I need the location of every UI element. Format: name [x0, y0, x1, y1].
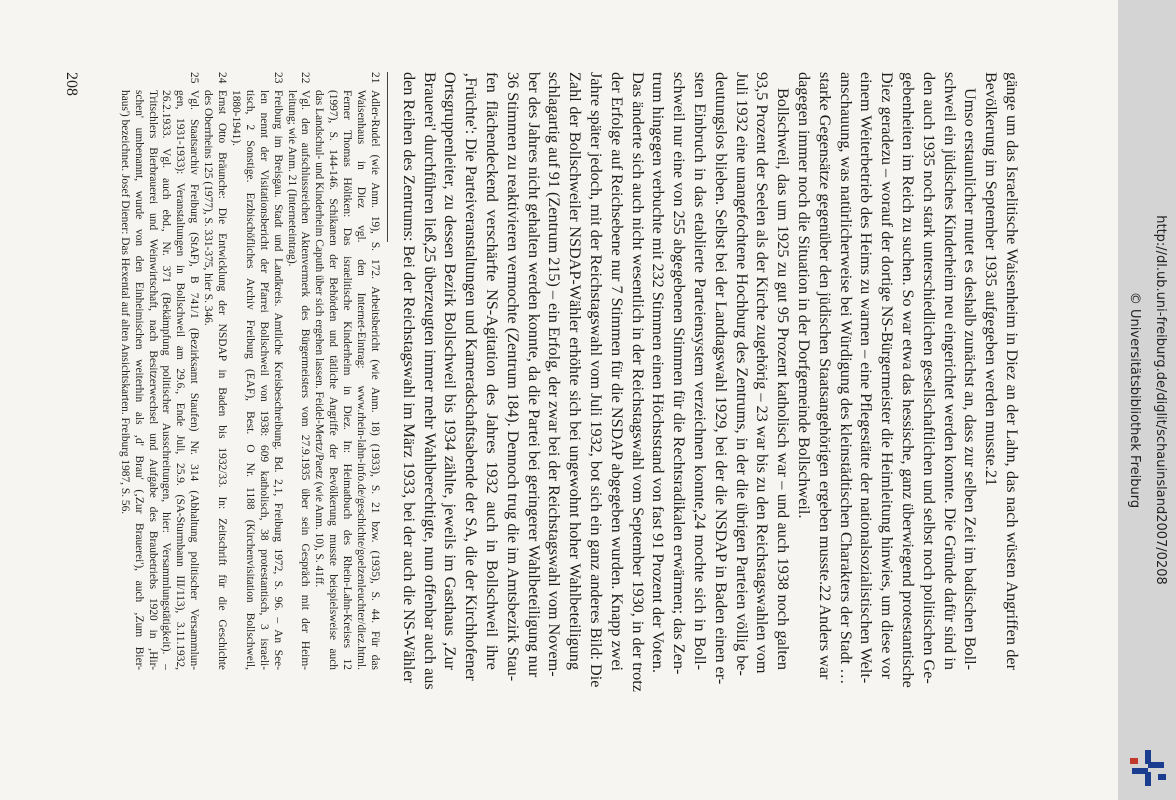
footnote-line: das Landschul- und Kinderheim Caputh über sich ergehen lassen. Feidel-Mertz/Paetz (wie Anm. 10), S. 41ff. — [313, 90, 326, 588]
body-text-line: ‚Früchte': Die Parteiveranstaltungen und Kameradschaftsabende der SA, die der Kirchhofener — [462, 72, 481, 681]
footnote-line: 1880-1941). — [230, 90, 242, 146]
footnote-number: 23 — [271, 72, 284, 84]
footnote-line: schen' umbenannt, wurde von den Einheimischen weiterhin als ‚d' Brau' (‚Zur Brauerei'), auch ‚Zum Bier- — [132, 90, 145, 670]
body-text-line: Ortsgruppenleiter, zu dessen Bezirk Bollschweil bis 1934 zählte, jeweils im Gasthaus ‚Zur — [441, 72, 460, 670]
body-text-line: Zahl der Bollschweiler NSDAP-Wähler erhöhte sich bei ungewohnt hoher Wahlbeteiligung — [566, 72, 585, 670]
footnote-line: len nennt der Visitationsbericht der Pfarrei Bollschweil von 1938: 609 katholisch, 38 protestantisch, 3 israeli- — [257, 90, 270, 670]
body-text-line: gänge um das Israelitische Waisenheim in Diez an der Lahn, das nach wüsten Angriffen der — [1003, 72, 1021, 670]
body-text-line: Juli 1932 eine unangefochtene Hochburg des Zentrums, in der die übrigen Parteien völlig be- — [732, 72, 751, 676]
body-text-line: einem Weiterbetrieb des Heims zu warnen – eine Pflegestätte der nationalsozialistischen Welt- — [857, 72, 876, 684]
footnote-line: tisch, 2 Sonstige. Erzbischöfliches Archiv Freiburg (EAF), Best. O Nr. 1188 (Kirchenvisitation Bollschweil, — [243, 90, 256, 670]
body-text-line: sten Einbruch in das etablierte Parteiensystem verzeichnen konnte,24 mochte sich in Boll- — [691, 72, 709, 670]
footnote-line: Tritschlers Bierbrauerei und Weinwirtschaft, nach Besitzerwechsel und Aufgabe des Braubetriebs 1920 in ‚Hir- — [146, 90, 159, 670]
footnote-line: 22 Vgl. den aufschlussreichen Aktenvermerk des Bürgermeisters vom 27.9.1935 über sein Gespräch mit der Heim- — [299, 72, 312, 670]
body-text-line: Brauerei' durchführen ließ,25 überzeugten immer mehr Wahlberechtigte, nun offenbar auch aus — [420, 72, 439, 690]
body-text-line: Bollschweil, das um 1925 zu gut 95 Prozent katholisch war – und auch 1938 noch galten — [774, 88, 793, 670]
body-text-line: 93,5 Prozent der Seelen als der Kirche zugehörig – 23 war bis zu den Reichstagswahlen vom — [753, 72, 772, 674]
footnote-line: Ferner Thomas Höltken: Das israelitische Kinderheim in Diez. In: Heimatbuch des Rhein-Lahn-Kreises 12 — [341, 90, 354, 670]
footnote-line: 23 Freiburg im Breisgau. Stadt und Landkreis. Amtliche Kreisbeschreibung. Bd. 2,1, Freiburg 1972, S. 96. – An See- — [271, 72, 284, 670]
body-text-line: schweil nur eine von 255 abgegebenen Stimmen für die Rechtsradikalen erwärmen; das Zen- — [670, 72, 689, 675]
footnote-line: 26.2.1933. Vgl. auch ebd., Nr. 371 (Bekämpfung politischer Ausschreitungen, hier: Versammlungstätigkeit). – — [160, 90, 173, 670]
body-text-line: Bevölkerung im September 1935 aufgegeben werden musste.21 — [982, 72, 1001, 487]
footnote-number: 24 — [216, 72, 229, 84]
footnote-line: 24 Ernst Otto Bräunche: Die Entwicklung der NSDAP in Baden bis 1932/33. In: Zeitschrift für die Geschichte — [216, 72, 229, 670]
body-text-line: fen flächendeckend verschärfte NS-Agitation des Jahres 1932 auch in Bollschweil ihre — [483, 72, 501, 670]
footnote-line: des Oberrheins 125 (1977), S. 331-375, hier S. 346. — [202, 90, 215, 326]
body-text-line: den Reihen des Zentrums: Bei der Reichstagswahl im März 1933, bei der auch die NS-Wähler — [399, 72, 418, 683]
body-text-line: 36 Stimmen zu reaktivieren vermochte (Zentrum 184). Dennoch trug die im Amtsbezirk Stau- — [503, 72, 522, 682]
page-number: 208 — [63, 72, 80, 96]
body-text-line: den auch 1935 noch stark unterschiedlichen gesellschaftlichen und selbst noch politischen Ge- — [919, 72, 938, 684]
body-text-line: dagegen immer noch die Situation in der Dorfgemeinde Bollschweil. — [795, 72, 813, 519]
body-text-line: Jahre später jedoch, mit der Reichstagswahl vom Juli 1932, bot sich ein ganz anderes Bild: Die — [587, 72, 605, 688]
body-text-line: starke Gegensätze gegenüber den jüdischen Staatsangehörigen ergeben musste.22 Anders war — [815, 72, 834, 680]
ub-freiburg-logo-icon — [1128, 748, 1168, 788]
footnote-number: 21 — [369, 72, 381, 84]
body-text-line: Umso erstaunlicher mutet es deshalb zunächst an, dass zur selben Zeit im badischen Boll- — [961, 88, 980, 670]
footnote-number: 25 — [188, 72, 201, 84]
footnote-line: 25 Vgl. Staatsarchiv Freiburg (StAF), B 741/1 (Bezirksamt Staufen) Nr. 314 (Abhaltung politischer Versammlun- — [188, 72, 201, 670]
body-text-line: trum hingegen verbuchte mit 232 Stimmen einen Höchststand von fast 91 Prozent der Voten. — [649, 72, 668, 673]
footnote-line: Waisenhaus in Diez vgl. den Internet-Eintrag: www.rhein-lahn-info.de/geschichte/goelzenleuchter/diez.html. — [355, 90, 368, 670]
body-text-line: schlagartig auf 91 (Zentrum 215) – ein Erfolg, der zwar bei der Reichstagswahl vom Novem- — [545, 72, 564, 677]
sidebar — [1118, 0, 1176, 800]
body-text-line: der Erfolge auf Reichsebene nur 7 Stimmen für die NSDAP abgegeben wurden. Knapp zwei — [607, 72, 626, 672]
body-text-line: deutungslos blieben. Selbst bei der Landtagswahl 1929, bei der die NSDAP in Baden einen er- — [711, 72, 730, 685]
footnote-line: 21 Adler-Rudel (wie Anm. 19), S. 172. Arbeitsbericht (wie Anm. 18) (1933), S. 21 bzw. (1935), S. 44. Für das — [369, 72, 381, 670]
footnote-line: haus') bezeichnet. Josef Diener: Das Hexental auf alten Ansichtskarten. Freiburg 1987, S. 56. — [118, 90, 131, 515]
body-text-line: ber des Jahres nicht gehalten werden konnte, da die Partei bei geringerer Wahlbeteiligung nur — [524, 72, 543, 678]
sidebar-copyright: © Universitätsbibliothek Freiburg — [1127, 291, 1142, 509]
body-text-line: Diez geradezu – worauf der dortige NS-Bürgermeister die Heimleitung hinwies, um diese vor — [878, 72, 897, 679]
footnote-line: gen, 1931-1933): Veranstaltungen in Bollschweil am 29.6., Ende Juli, 25.9. (SA-Sturmbann III/113), 3.11.1932, — [174, 90, 187, 670]
footnote-rule — [387, 72, 388, 242]
body-text-line: schweil ein jüdisches Kinderheim neu eingerichtet werden konnte. Die Gründe dafür sind in — [940, 72, 959, 670]
body-text-line: anschauung, was natürlicherweise bei Würdigung des kleinstädtischen Charakters der Stadt … — [836, 72, 855, 685]
footnote-line: (1997), S. 144-146. Schikanen der Behörden und tätliche Angriffe der Bevölkerung musste beispielsweise auch — [327, 90, 340, 670]
body-text-line: Das änderte sich auch nicht wesentlich in der Reichstagswahl vom September 1930, in der trotz — [628, 72, 647, 692]
footnote-line: leitung; wie Anm. 21 (Interneteintrag). — [285, 90, 298, 267]
body-text-line: gebenheiten im Reich zu suchen. So war etwa das hessische, ganz überwiegend protestantische — [899, 72, 917, 688]
sidebar-url[interactable]: http://dl.ub.uni-freiburg.de/diglit/schauinsland2007/0208 — [1153, 215, 1168, 585]
footnote-number: 22 — [299, 72, 312, 84]
